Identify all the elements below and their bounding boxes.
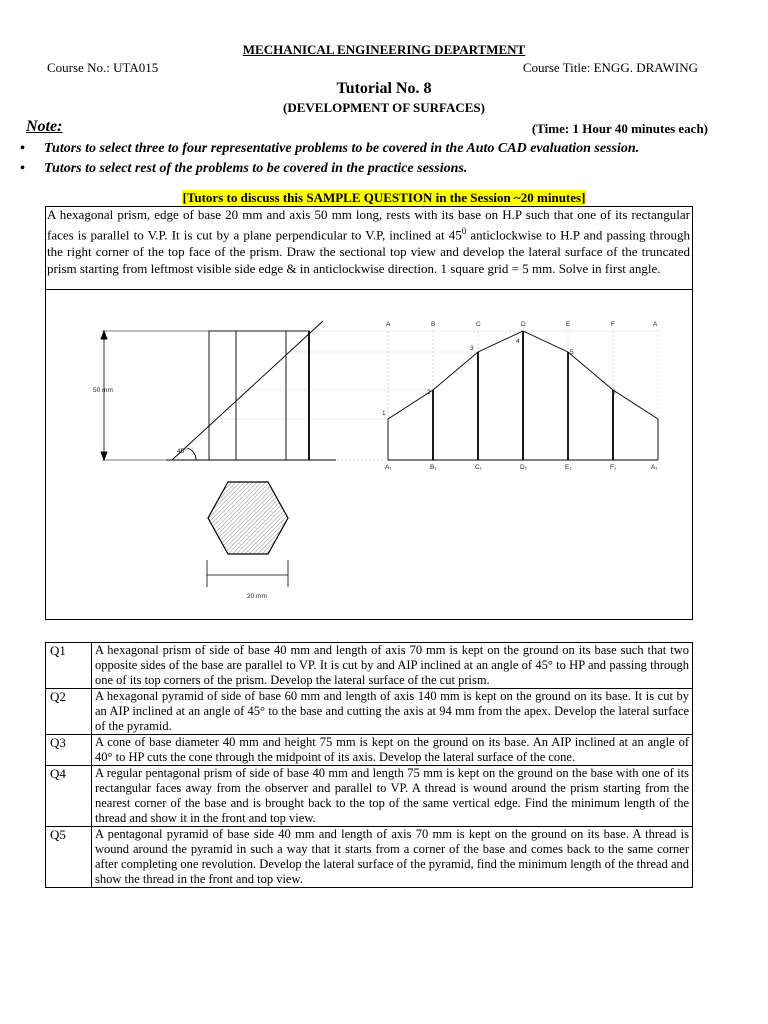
sample-highlight: [Tutors to discuss this SAMPLE QUESTION in the Session ~20 minutes] [182, 190, 586, 205]
sample-text-part1: A hexagonal prism, edge of base 20 mm and axis 50 mm long, rests with its base on H.P such that one of its rectangular faces is parallel to V.P. It is cut by a plane perpendicular to V.P, inclined at 45 [47, 207, 690, 243]
table-row [46, 689, 693, 735]
question-number: Q1 [46, 643, 92, 689]
edge-label-top: A [653, 321, 658, 328]
question-text: A regular pentagonal prism of side of base 40 mm and length 75 mm is kept on the ground on the base with one of its rectangular faces away from the observer and parallel to VP. A thread is wound around the prism starting from the nearest corner of the base and is brought back to the top of the same vertical edge. Find the minimum length of the thread and show it in the front and top view. [92, 766, 693, 827]
table-row [46, 827, 693, 888]
bullet-icon: • [20, 161, 25, 176]
question-number: Q4 [46, 766, 92, 827]
table-row [46, 735, 693, 766]
cut-point-label: 4 [516, 338, 520, 345]
sample-figure [45, 290, 693, 620]
cut-point-label: 3 [470, 345, 474, 352]
edge-label-bottom: F₁ [610, 464, 617, 471]
angle-label: 45° [177, 448, 187, 455]
bullet-text: Tutors to select rest of the problems to be covered in the practice sessions. [44, 161, 468, 176]
edge-label-bottom: C₁ [475, 464, 482, 471]
edge-label-bottom: A₁ [385, 464, 392, 471]
course-number: Course No.: UTA015 [47, 60, 159, 75]
question-number: Q3 [46, 735, 92, 766]
edge-label-bottom: D₁ [520, 464, 527, 471]
edge-label-top: D [521, 321, 526, 328]
edge-label-bottom: E₁ [565, 464, 572, 471]
note-label: Note: [26, 118, 63, 135]
bullet-item [20, 139, 765, 159]
question-text: A cone of base diameter 40 mm and height 75 mm is kept on the ground on its base. An AIP inclined at an angle of 40° to HP cuts the cone through the midpoint of its axis. Develop the lateral surface of the cone. [92, 735, 693, 766]
bullet-item [20, 159, 765, 179]
cut-point-label: 1 [382, 410, 386, 417]
edge-label-top: B [431, 321, 436, 328]
edge-label-bottom: B₁ [430, 464, 437, 471]
bullet-text: Tutors to select three to four representative problems to be covered in the Auto CAD evaluation session. [44, 141, 640, 156]
question-text: A hexagonal pyramid of side of base 60 mm and length of axis 140 mm is kept on the ground on its base. It is cut by an AIP inclined at an angle of 45° to the base and cutting the axis at 94 mm from the apex. Develop the lateral surface of the pyramid. [92, 689, 693, 735]
sample-question [45, 206, 693, 290]
edge-label-top: C [476, 321, 481, 328]
department-heading: MECHANICAL ENGINEERING DEPARTMENT [242, 42, 526, 57]
question-number: Q5 [46, 827, 92, 888]
height-dimension-label: 50 mm [93, 387, 113, 394]
note-bullets [20, 139, 765, 179]
course-title: Course Title: ENGG. DRAWING [522, 60, 698, 75]
sample-superscript: 0 [461, 226, 467, 237]
development-drawing [46, 290, 694, 620]
question-text: A hexagonal prism of side of base 40 mm and length of axis 70 mm is kept on the ground on its base such that two opposite sides of the base are parallel to VP. It is cut by and AIP inclined at an angle of 45° to HP and passing through one of its top corners of the prism. Develop the lateral surface of the cut prism. [92, 643, 693, 689]
questions-table [45, 642, 693, 888]
edge-label-bottom: A₁ [651, 464, 658, 471]
table-row [46, 643, 693, 689]
question-text: A pentagonal pyramid of base side 40 mm and length of axis 70 mm is kept on the ground on its base. A thread is wound around the pyramid in such a way that it starts from a corner of the base and comes back to the same corner after completing one revolution. Develop the lateral surface of the pyramid, find the minimum length of the thread and show the thread in the front and top view. [92, 827, 693, 888]
sample-banner [0, 189, 768, 207]
time-allotted: (Time: 1 Hour 40 minutes each) [531, 121, 708, 136]
edge-label-top: A [386, 321, 391, 328]
sample-text-part2: anticlockwise to H.P and passing through the right corner of the top face of the prism. Draw the sectional top view and develop the lateral surface of the truncated prism starting from leftmost visible side edge & in anticlockwise direction. 1 square grid = 5 mm. Solve in first angle. [47, 227, 690, 276]
edge-label-top: F [611, 321, 615, 328]
tutorial-subtitle: (DEVELOPMENT OF SURFACES) [283, 100, 485, 115]
base-dimension-label: 20 mm [247, 593, 267, 600]
cut-point-label: 5 [570, 349, 574, 356]
question-number: Q2 [46, 689, 92, 735]
tutorial-title: Tutorial No. 8 [336, 80, 432, 97]
bullet-icon: • [20, 141, 25, 156]
table-row [46, 766, 693, 827]
cut-point-label: 6 [612, 389, 616, 396]
edge-label-top: E [566, 321, 571, 328]
cut-point-label: 2 [427, 389, 431, 396]
